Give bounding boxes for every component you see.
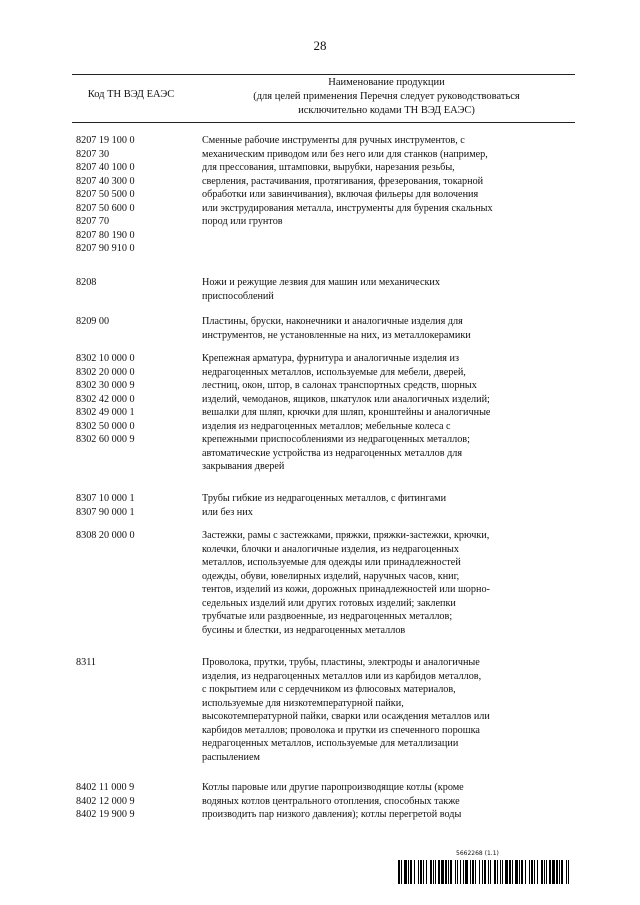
description-line: высокотемпературной пайки, сварки или осаждения металлов или — [202, 711, 490, 722]
description-line: с покрытием или с сердечником из флюсовых материалов, — [202, 684, 456, 695]
description-cell — [202, 315, 574, 342]
tn-ved-code: 8307 90 000 1 — [76, 506, 135, 518]
description-cell — [202, 492, 574, 519]
tn-ved-code: 8207 40 300 0 — [76, 175, 135, 187]
description-line: Проволока, прутки, трубы, пластины, электроды и аналогичные — [202, 657, 480, 668]
description-line: используемые для низкотемпературной пайки, — [202, 697, 404, 709]
tn-ved-code: 8307 10 000 1 — [76, 493, 135, 504]
header-code-column: Код ТН ВЭД ЕАЭС — [87, 89, 175, 100]
description-line: недрагоценных металлов, используемые для металлизации — [202, 738, 459, 749]
header-name-line: Наименование продукции — [328, 77, 445, 88]
tn-ved-code: 8207 40 100 0 — [76, 162, 135, 173]
table-top-rule — [72, 74, 575, 75]
description-line: изделий, чемоданов, ящиков, шкатулок или аналогичных изделий; — [202, 393, 490, 405]
description-line: производить пар низкого давления); котлы перегретой воды — [202, 809, 462, 820]
header-name-line: (для целей применения Перечня следует руководствоваться — [253, 91, 520, 102]
description-line: изделия, из недрагоценных металлов или из карбидов металлов, — [202, 670, 482, 682]
tn-ved-code: 8302 20 000 0 — [76, 366, 135, 378]
header-name-line: исключительно кодами ТН ВЭД ЕАЭС) — [298, 105, 475, 116]
tn-ved-code: 8302 42 000 0 — [76, 393, 135, 405]
description-cell — [202, 781, 574, 822]
description-line: обработки или завинчивания), включая фильеры для волочения — [202, 189, 479, 200]
tn-ved-code: 8207 19 100 0 — [76, 135, 135, 146]
description-line: крепежными приспособлениями из недрагоценных металлов; — [202, 434, 470, 445]
tn-ved-code: 8208 — [76, 277, 97, 288]
description-line: или без них — [202, 506, 253, 518]
description-line: одежды, обуви, ювелирных изделий, наручных часов, книг, — [202, 570, 460, 582]
description-line: колечки, блочки и аналогичные изделия, из недрагоценных — [202, 543, 459, 555]
barcode-label: 5662268 (1.1) — [456, 850, 499, 857]
code-cell — [76, 315, 196, 329]
tn-ved-code: 8308 20 000 0 — [76, 530, 135, 541]
description-line: седельных изделий или других готовых изделий; заклепки — [202, 597, 456, 609]
description-line: инструментов, не установленные на них, из металлокерамики — [202, 329, 471, 341]
description-line: Сменные рабочие инструменты для ручных инструментов, с — [202, 135, 465, 146]
description-line: пород или грунтов — [202, 216, 283, 227]
description-cell — [202, 352, 574, 474]
table-header-rule — [72, 122, 575, 123]
description-line: вешалки для шляп, крючки для шляп, кронштейны и аналогичные — [202, 407, 491, 418]
tn-ved-code: 8302 50 000 0 — [76, 420, 135, 432]
tn-ved-code: 8209 00 — [76, 316, 110, 327]
code-cell — [76, 276, 196, 290]
description-line: карбидов металлов; проволока и прутки из спеченного порошка — [202, 724, 480, 736]
description-line: приспособлений — [202, 290, 274, 302]
description-line: или экструдирования металла, инструменты для бурения скальных — [202, 202, 493, 214]
code-cell — [76, 656, 196, 670]
description-line: сверления, растачивания, протягивания, фрезерования, токарной — [202, 175, 484, 187]
tn-ved-code: 8402 11 000 9 — [76, 782, 135, 793]
tn-ved-code: 8207 70 — [76, 216, 110, 227]
description-line: Пластины, бруски, наконечники и аналогичные изделия для — [202, 316, 463, 327]
tn-ved-code: 8207 80 190 0 — [76, 229, 135, 241]
description-line: закрывания дверей — [202, 461, 285, 472]
description-line: водяных котлов центрального отопления, способных также — [202, 795, 460, 807]
description-line: лестниц, окон, штор, в салонах транспортных средств, шорных — [202, 380, 477, 391]
code-cell — [76, 781, 196, 822]
description-cell — [202, 656, 574, 764]
description-line: Застежки, рамы с застежками, пряжки, пряжки-застежки, крючки, — [202, 530, 490, 541]
description-line: Крепежная арматура, фурнитура и аналогичные изделия из — [202, 353, 459, 364]
tn-ved-code: 8207 90 910 0 — [76, 243, 135, 254]
tn-ved-code: 8207 50 500 0 — [76, 189, 135, 200]
description-line: изделия из недрагоценных металлов; мебельные колеса с — [202, 420, 451, 432]
tn-ved-code: 8302 49 000 1 — [76, 407, 135, 418]
barcode-icon — [398, 860, 570, 884]
description-cell — [202, 134, 574, 229]
description-line: трубчатые или раздвоенные, из недрагоценных металлов; — [202, 611, 453, 622]
description-line: Трубы гибкие из недрагоценных металлов, с фитингами — [202, 493, 447, 504]
tn-ved-code: 8402 19 900 9 — [76, 809, 135, 820]
description-line: недрагоценных металлов, используемые для мебели, дверей, — [202, 366, 466, 378]
code-cell — [76, 492, 196, 519]
tn-ved-code: 8207 50 600 0 — [76, 202, 135, 214]
description-cell — [202, 529, 574, 637]
description-line: металлов, используемые для одежды или принадлежностей — [202, 557, 461, 568]
tn-ved-code: 8311 — [76, 657, 96, 668]
tn-ved-code: 8302 10 000 0 — [76, 353, 135, 364]
code-cell — [76, 134, 196, 256]
description-line: для прессования, штамповки, вырубки, нарезания резьбы, — [202, 162, 455, 173]
code-cell — [76, 352, 196, 447]
tn-ved-code: 8207 30 — [76, 148, 110, 160]
description-line: бусины и блестки, из недрагоценных металлов — [202, 624, 406, 636]
description-line: распылением — [202, 751, 260, 763]
description-line: Ножи и режущие лезвия для машин или механических — [202, 277, 440, 288]
tn-ved-code: 8302 60 000 9 — [76, 434, 135, 445]
description-line: автоматические устройства из недрагоценных металлов для — [202, 447, 463, 459]
document-barcode — [398, 850, 570, 886]
code-cell — [76, 529, 196, 543]
page-number: 28 — [313, 38, 327, 53]
description-line: Котлы паровые или другие паропроизводящие котлы (кроме — [202, 782, 464, 793]
description-line: механическим приводом или без него или для станков (например, — [202, 148, 488, 160]
description-cell — [202, 276, 574, 303]
header-name-column — [198, 76, 575, 118]
description-line: тентов, изделий из кожи, дорожных принадлежностей или шорно- — [202, 584, 490, 595]
tn-ved-code: 8302 30 000 9 — [76, 380, 135, 391]
tn-ved-code: 8402 12 000 9 — [76, 795, 135, 807]
